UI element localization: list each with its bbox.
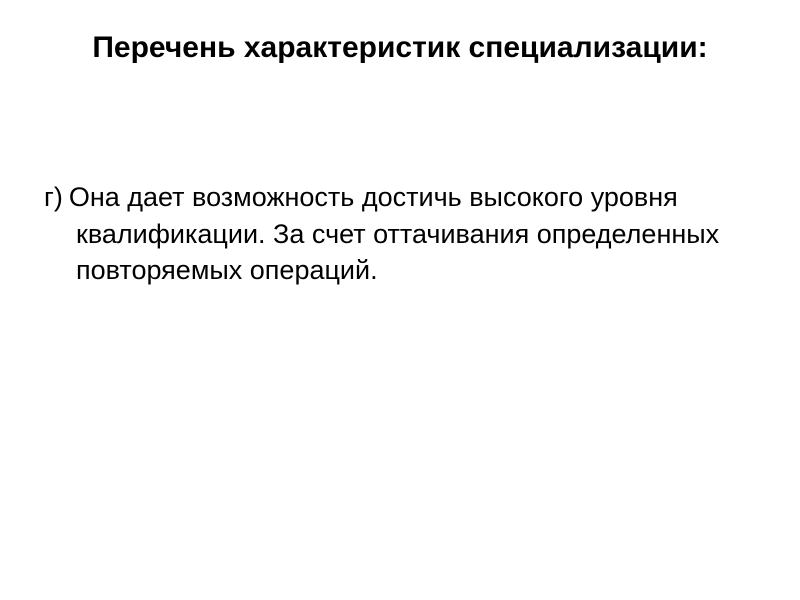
slide-body xyxy=(44,152,744,316)
list-marker: г) xyxy=(44,182,63,212)
page-title: Перечень характеристик специализации: xyxy=(92,31,708,64)
body-paragraph xyxy=(44,179,744,289)
body-paragraph-text: Она дает возможность достичь высокого уровня квалификации. За счет оттачивания определенных повторяемых операций. xyxy=(68,182,720,286)
